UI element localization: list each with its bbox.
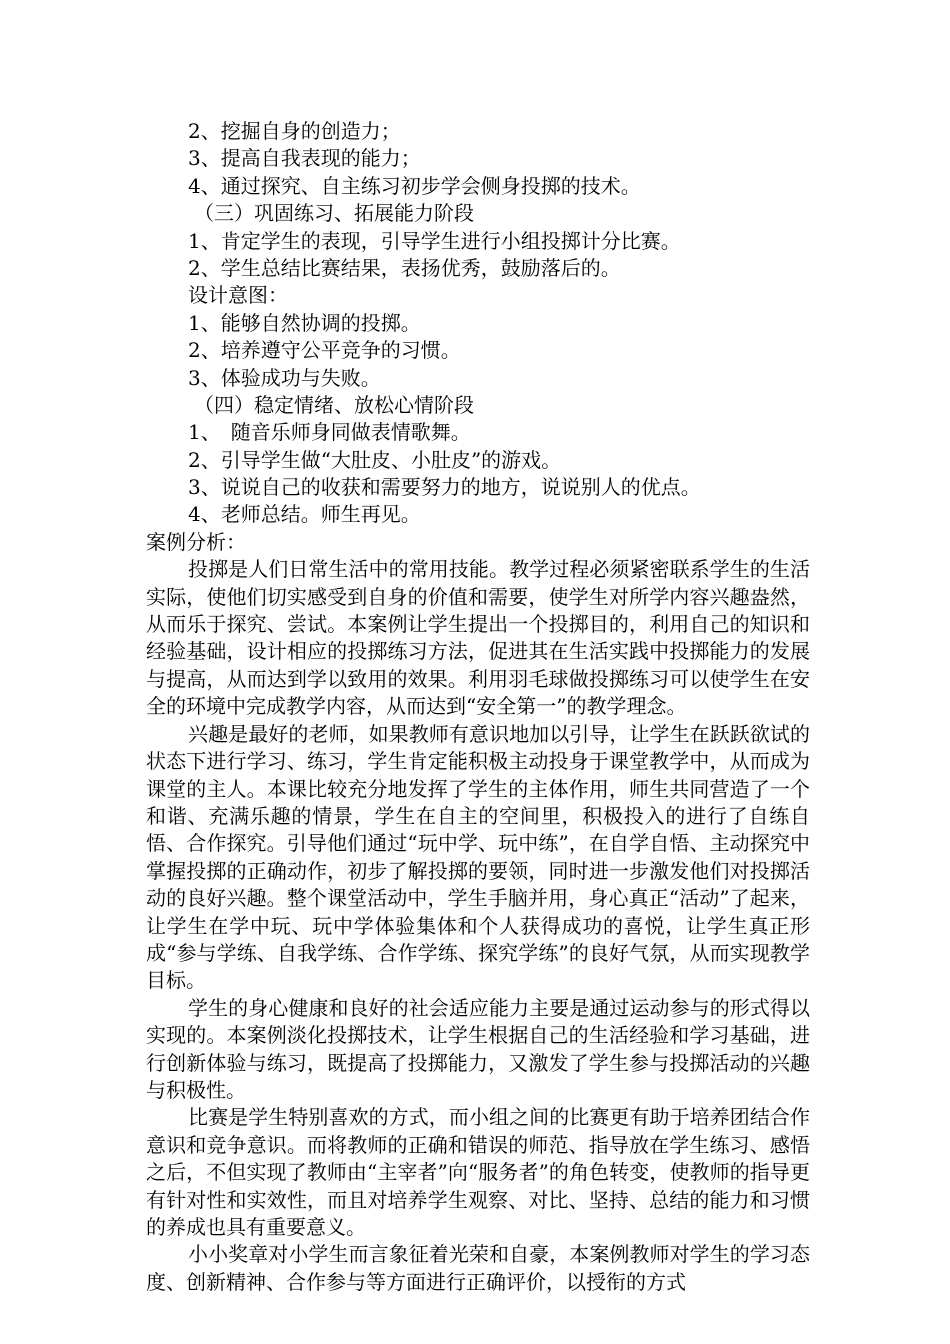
analysis-paragraph: 兴趣是最好的老师，如果教师有意识地加以引导，让学生在跃跃欲试的状态下进行学习、练习，学生肯定能积极主动投身于课堂教学中，从而成为课堂的主人。本课比较充分地发挥了学生的主体作用，师生共同营造了一个和谐、充满乐趣的情景，学生在自主的空间里，积极投入的进行了自练自悟、合作探究。引导他们通过“玩中学、玩中练”，在自学自悟、主动探究中掌握投掷的正确动作，初步了解投掷的要领，同时进一步激发他们对投掷活动的良好兴趣。整个课堂活动中，学生手脑并用，身心真正“活动”了起来，让学生在学中玩、玩中学体验集体和个人获得成功的喜悦，让学生真正形成“参与学练、自我学练、合作学练、探究学练”的良好气氛，从而实现教学目标。 [146, 721, 810, 993]
outline-lines [146, 118, 810, 556]
outline-line: 3、体验成功与失败。 [188, 365, 381, 390]
analysis-paragraph: 比赛是学生特别喜欢的方式，而小组之间的比赛更有助于培养团结合作意识和竞争意识。而将教师的正确和错误的师范、指导放在学生练习、感悟之后，不但实现了教师由“主宰者”向“服务者”的角色转变，使教师的指导更有针对性和实效性，而且对培养学生观察、对比、坚持、总结的能力和习惯的养成也具有重要意义。 [146, 1105, 810, 1239]
outline-line: 案例分析： [146, 529, 246, 554]
outline-line: 1、肯定学生的表现，引导学生进行小组投掷计分比赛。 [188, 228, 681, 253]
outline-line: 2、引导学生做“大肚皮、小肚皮”的游戏。 [188, 447, 562, 472]
outline-line: 设计意图： [188, 283, 288, 308]
outline-line: 2、挖掘自身的创造力； [188, 119, 401, 143]
analysis-paragraph: 小小奖章对小学生而言象征着光荣和自豪，本案例教师对学生的学习态度、创新精神、合作参与等方面进行正确评价，以授衔的方式 [146, 1242, 810, 1294]
analysis-paragraph: 学生的身心健康和良好的社会适应能力主要是通过运动参与的形式得以实现的。本案例淡化投掷技术，让学生根据自己的生活经验和学习基础，进行创新体验与练习，既提高了投掷能力，又激发了学生参与投掷活动的兴趣与积极性。 [146, 995, 810, 1102]
outline-line: 1、能够自然协调的投掷。 [188, 310, 421, 335]
outline-line: 3、提高自我表现的能力； [188, 146, 421, 171]
analysis-paragraph: 投掷是人们日常生活中的常用技能。教学过程必须紧密联系学生的生活实际，使他们切实感受到自身的价值和需要，使学生对所学内容兴趣盎然，从而乐于探究、尝试。本案例让学生提出一个投掷目的，利用自己的知识和经验基础，设计相应的投掷练习方法，促进其在生活实践中投掷能力的发展与提高，从而达到学以致用的效果。利用羽毛球做投掷练习可以使学生在安全的环境中完成教学内容，从而达到“安全第一”的教学理念。 [146, 557, 810, 719]
outline-line: 2、培养遵守公平竞争的习惯。 [188, 338, 461, 363]
outline-line: 4、通过探究、自主练习初步学会侧身投掷的技术。 [188, 173, 641, 198]
outline-line: 4、老师总结。师生再见。 [188, 502, 421, 527]
outline-line: 3、说说自己的收获和需要努力的地方，说说别人的优点。 [188, 475, 701, 500]
outline-line: （三）巩固练习、拓展能力阶段 [194, 201, 474, 226]
outline-line: 2、学生总结比赛结果，表扬优秀，鼓励落后的。 [188, 255, 621, 280]
analysis-paragraphs [146, 556, 810, 1296]
outline-line: （四）稳定情绪、放松心情阶段 [194, 392, 474, 417]
document-page [146, 118, 810, 1296]
outline-line: 1、 随音乐师身同做表情歌舞。 [188, 420, 471, 445]
